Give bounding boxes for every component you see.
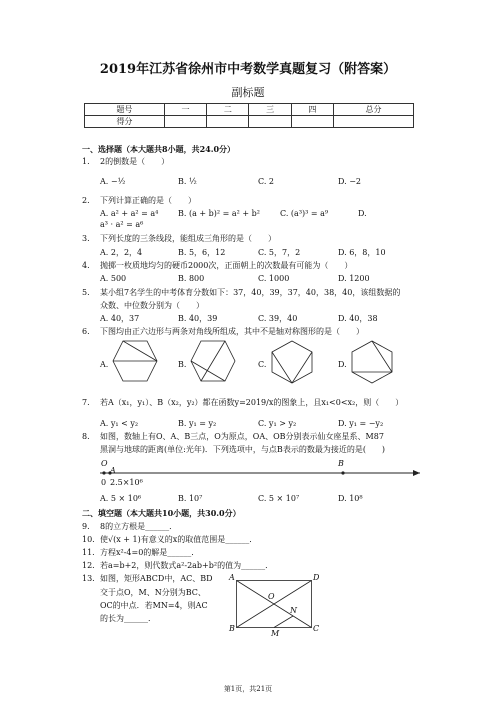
- question-13-line-3: OC的中点．若MN=4，则AC: [100, 601, 208, 610]
- option-a: A. 500: [100, 274, 127, 283]
- option-d: D. y₁ = −y₂: [338, 419, 384, 428]
- score-header-cell: 题号: [85, 104, 165, 116]
- section-heading-fill: 二、填空题（本大题共10小题，共30.0分）: [82, 508, 241, 518]
- question-number: 3.: [82, 234, 90, 243]
- question-number: 5.: [82, 288, 90, 297]
- option-c: C. 1000: [258, 274, 290, 283]
- question-3: [82, 234, 276, 244]
- question-5-continuation: 众数、中位数分别为（ ）: [100, 301, 204, 310]
- score-table-header-row: [85, 104, 414, 116]
- page-footer: 第1页，共21页: [223, 685, 273, 693]
- question-8: [82, 432, 384, 442]
- question-2: [82, 196, 196, 206]
- label-rect-a: A: [229, 573, 235, 582]
- question-13-line-2: 交于点O，M、N分别为BC、: [100, 588, 206, 597]
- question-1: [82, 157, 169, 167]
- question-text: 2的倒数是（ ）: [100, 157, 170, 166]
- label-b: B: [338, 459, 344, 468]
- option-b: B. (a + b)² = a² + b²: [178, 209, 260, 218]
- label-rect-n: N: [290, 606, 297, 615]
- option-c: C. 39，40: [258, 314, 298, 323]
- label-o: O: [101, 459, 108, 468]
- option-d: D. −2: [338, 177, 362, 186]
- question-8-continuation: 黑洞与地球的距离(单位:光年)．下列选项中，与点B表示的数最为接近的是( ): [100, 445, 386, 454]
- option-d: D. 10⁸: [338, 494, 363, 503]
- label-rect-d: D: [313, 573, 320, 582]
- question-11: [82, 548, 199, 558]
- question-13: [82, 574, 213, 584]
- option-b: B. ½: [178, 177, 197, 186]
- label-rect-b: B: [229, 624, 235, 633]
- option-a: A. 5 × 10⁶: [100, 494, 142, 503]
- question-2-continuation: a³ · a² = a⁶: [100, 220, 144, 229]
- hexagon-figure-c: [270, 340, 314, 384]
- question-text: 方程x²-4=0的解是______．: [100, 548, 200, 557]
- score-cell: [249, 116, 291, 128]
- label-a: A: [110, 466, 116, 475]
- option-a: A. y₁ < y₂: [100, 419, 139, 428]
- question-text: 某小组7名学生的中考体育分数如下：37，40，39，37，40，38，40，该组数据的: [100, 288, 401, 297]
- question-text: 抛掷一枚质地均匀的硬币2000次，正面朝上的次数最有可能为（ ）: [100, 261, 353, 270]
- label-rect-m: M: [271, 629, 280, 638]
- option-d: D. 40，38: [338, 314, 378, 323]
- option-a: A. 40，37: [100, 314, 140, 323]
- label-a-value: 2.5×10⁶: [110, 478, 143, 487]
- option-c: C. 5，7，2: [258, 248, 301, 257]
- option-d: D.: [338, 360, 347, 369]
- score-table: [84, 103, 414, 128]
- score-table-score-row: [85, 116, 414, 128]
- label-rect-o: O: [268, 592, 275, 601]
- question-7: [82, 398, 403, 408]
- score-cell: [207, 116, 249, 128]
- question-number: 4.: [82, 261, 90, 270]
- question-13-line-4: 的长为______．: [100, 614, 156, 623]
- question-5: [82, 288, 400, 298]
- question-text: 下列长度的三条线段，能组成三角形的是（ ）: [100, 234, 276, 243]
- number-line-figure: [100, 458, 420, 494]
- page-subtitle: 副标题: [231, 86, 265, 99]
- option-a: A. a² + a² = a⁴: [100, 209, 159, 218]
- question-number: 13.: [82, 574, 95, 583]
- hexagon-figure-d: [350, 340, 394, 384]
- page-title: 2019年江苏省徐州市中考数学真题复习（附答案）: [99, 62, 397, 77]
- score-row-label: 得分: [85, 116, 165, 128]
- option-d: D. 6，8，10: [338, 248, 386, 257]
- question-text: 使√(x + 1)有意义的x的取值范围是______．: [100, 535, 258, 544]
- option-d: D. 1200: [338, 274, 370, 283]
- question-text: 如图，数轴上有O、A、B三点，O为原点，OA、OB分别表示仙女座星系、M87: [100, 432, 384, 441]
- question-number: 2.: [82, 196, 90, 205]
- label-zero: 0: [101, 478, 107, 487]
- question-text: 8的立方根是______．: [100, 522, 178, 531]
- score-cell: [291, 116, 333, 128]
- option-b: B. 800: [178, 274, 205, 283]
- question-number: 7.: [82, 398, 90, 407]
- question-number: 9.: [82, 522, 90, 531]
- score-cell: [334, 116, 414, 128]
- option-b: B. 5，6，12: [178, 248, 226, 257]
- question-text: 若a=b+2，则代数式a²-2ab+b²的值为______．: [100, 561, 274, 570]
- question-6: [82, 327, 364, 337]
- question-number: 6.: [82, 327, 90, 336]
- question-number: 1.: [82, 157, 90, 166]
- question-number: 12.: [82, 561, 95, 570]
- score-header-cell: 总分: [334, 104, 414, 116]
- option-b: B. 40，39: [178, 314, 218, 323]
- question-text: 若A（x₁，y₁）、B（x₂，y₂）都在函数y=2019/x的图象上，且x₁<0<x₂，则（ ）: [100, 398, 404, 407]
- option-c: C. y₁ > y₂: [258, 419, 297, 428]
- question-text: 如图，矩形ABCD中，AC、BD: [100, 574, 213, 583]
- option-a: A. 2，2，4: [100, 248, 143, 257]
- question-number: 8.: [82, 432, 90, 441]
- option-c: C. 5 × 10⁷: [258, 494, 300, 503]
- hexagon-figure-b: [190, 340, 236, 382]
- score-header-cell: 二: [207, 104, 249, 116]
- option-a: A. −½: [100, 177, 126, 186]
- rectangle-figure: [236, 580, 312, 628]
- option-b: B. 10⁷: [178, 494, 203, 503]
- option-b: B.: [178, 360, 187, 369]
- question-number: 10.: [82, 535, 95, 544]
- question-text: 下图均由正六边形与两条对角线所组成，其中不是轴对称图形的是（ ）: [100, 327, 364, 336]
- question-4: [82, 261, 352, 271]
- hexagon-figure-a: [112, 340, 158, 382]
- score-header-cell: 三: [249, 104, 291, 116]
- option-c: C. 2: [258, 177, 275, 186]
- option-d: D.: [358, 209, 367, 218]
- question-12: [82, 561, 273, 571]
- question-9: [82, 522, 177, 532]
- section-heading-choice: 一、选择题（本大题共8小题，共24.0分）: [82, 144, 236, 154]
- option-c: C. (a³)³ = a⁹: [280, 209, 329, 218]
- score-header-cell: 四: [291, 104, 333, 116]
- score-cell: [164, 116, 206, 128]
- score-header-cell: 一: [164, 104, 206, 116]
- option-a: A.: [100, 360, 109, 369]
- option-c: C.: [258, 360, 267, 369]
- question-number: 11.: [82, 548, 95, 557]
- label-rect-c: C: [313, 624, 320, 633]
- question-10: [82, 535, 257, 545]
- option-b: B. y₁ = y₂: [178, 419, 217, 428]
- question-text: 下列计算正确的是（ ）: [100, 196, 196, 205]
